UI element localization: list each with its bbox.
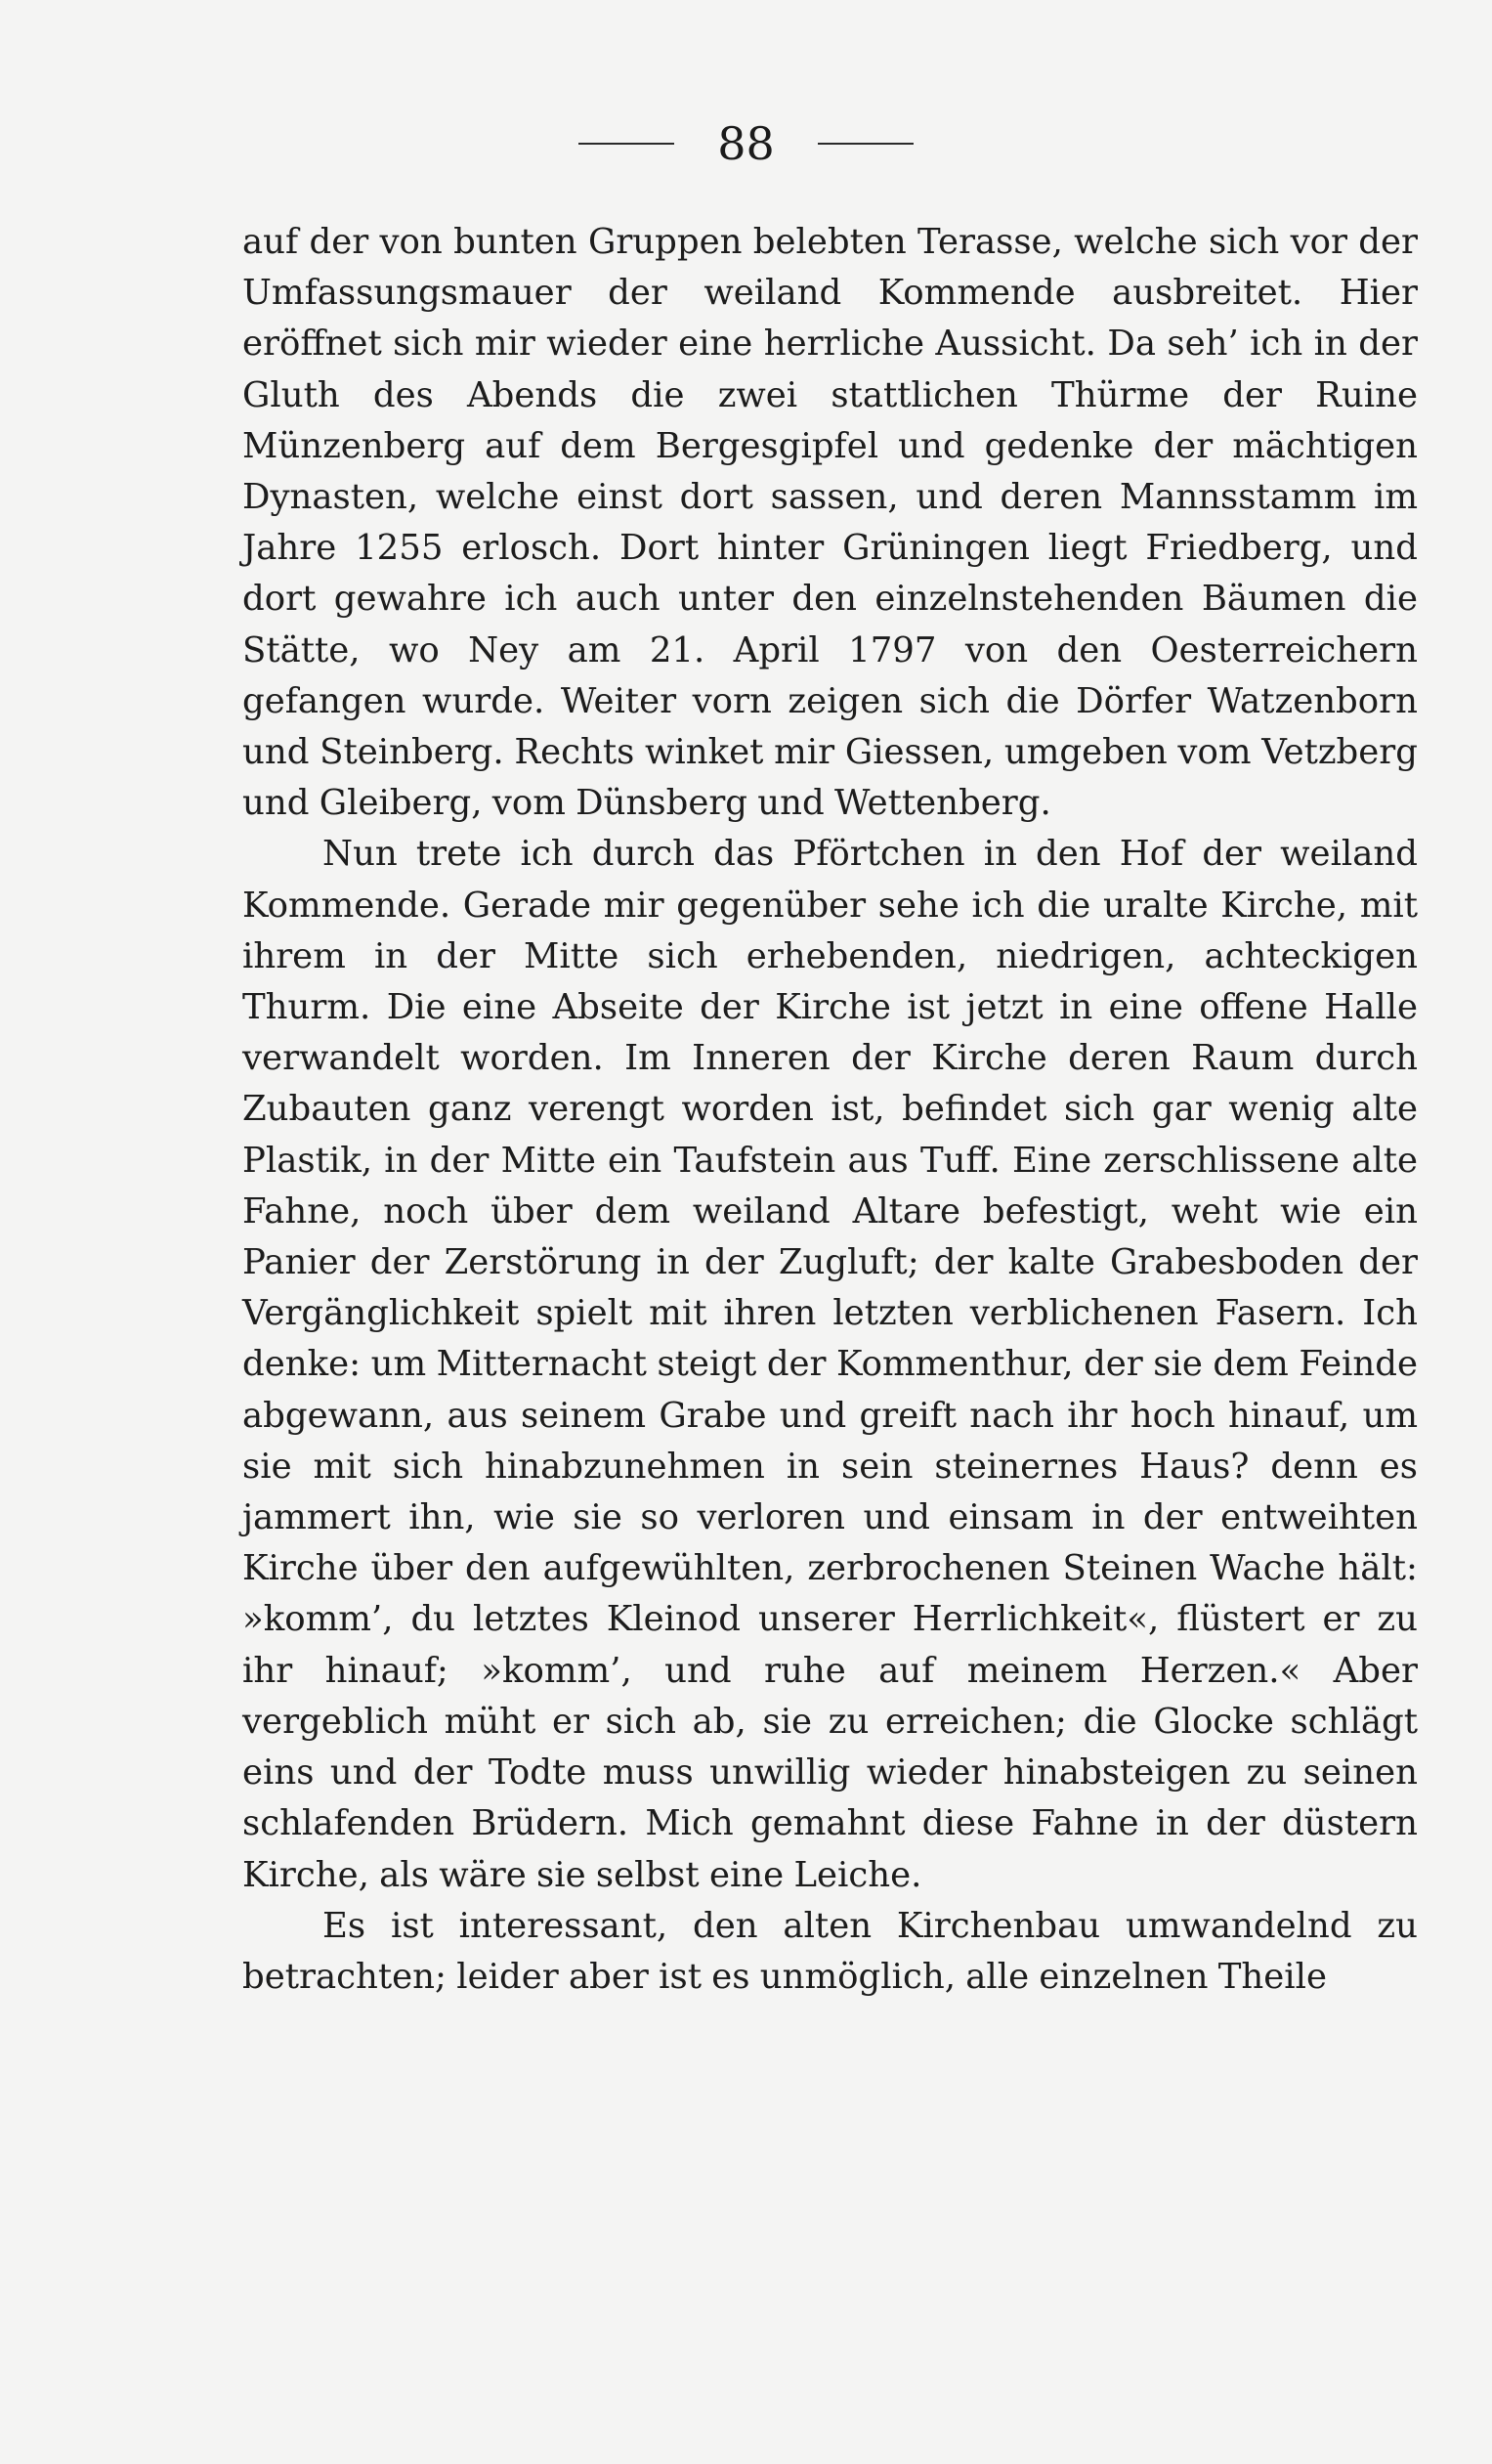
page-header: [0, 109, 1492, 178]
paragraph-3: Es ist interessant, den alten Kirchenbau umwandelnd zu betrachten; leider aber ist es unmöglich, alle einzelnen Theile: [242, 1905, 1418, 1997]
page-number: 88: [717, 117, 775, 170]
paragraph-1: auf der von bunten Gruppen belebten Terasse, welche sich vor der Umfassungsmauer der weiland Kommende ausbreitet. Hier eröffnet sich mir wieder eine herrliche Aussicht. Da seh’ ich in der Gluth des Abends die zwei stattlichen Thürme der Ruine Münzenberg auf dem Bergesgipfel und gedenke der mächtigen Dynasten, welche einst dort sassen, und deren Mannsstamm im Jahre 1255 erlosch. Dort hinter Grüningen liegt Friedberg, und dort gewahre ich auch unter den einzelnstehenden Bäumen die Stätte, wo Ney am 21. April 1797 von den Oesterreichern gefangen wurde. Weiter vorn zeigen sich die Dörfer Watzenborn und Steinberg. Rechts winket mir Giessen, umgeben vom Vetzberg und Gleiberg, vom Dünsberg und Wettenberg.: [242, 222, 1418, 824]
header-rule-left: [578, 143, 674, 145]
header-rule-right: [818, 143, 914, 145]
text-body: [242, 217, 1418, 2003]
paragraph-2: Nun trete ich durch das Pförtchen in den Hof der weiland Kommende. Gerade mir gegenüber sehe ich die uralte Kirche, mit ihrem in der Mitte sich erhebenden, niedrigen, achteckigen Thurm. Die eine Abseite der Kirche ist jetzt in eine offene Halle verwandelt worden. Im Inneren der Kirche deren Raum durch Zubauten ganz verengt worden ist, befindet sich gar wenig alte Plastik, in der Mitte ein Taufstein aus Tuff. Eine zerschlissene alte Fahne, noch über dem weiland Altare befestigt, weht wie ein Panier der Zerstörung in der Zugluft; der kalte Grabesboden der Vergänglichkeit spielt mit ihren letzten verblichenen Fasern. Ich denke: um Mitternacht steigt der Kommenthur, der sie dem Feinde abgewann, aus seinem Grabe und greift nach ihr hoch hinauf, um sie mit sich hinabzunehmen in sein steinernes Haus? denn es jammert ihn, wie sie so verloren und einsam in der entweihten Kirche über den aufgewühlten, zerbrochenen Steinen Wache hält: »komm’, du letztes Kleinod unserer Herrlichkeit«, flüstert er zu ihr hinauf; »komm’, und ruhe auf meinem Herzen.« Aber vergeblich müht er sich ab, sie zu erreichen; die Glocke schlägt eins und der Todte muss unwillig wieder hinabsteigen zu seinen schlafenden Brüdern. Mich gemahnt diese Fahne in der düstern Kirche, als wäre sie selbst eine Leiche.: [242, 834, 1418, 1895]
